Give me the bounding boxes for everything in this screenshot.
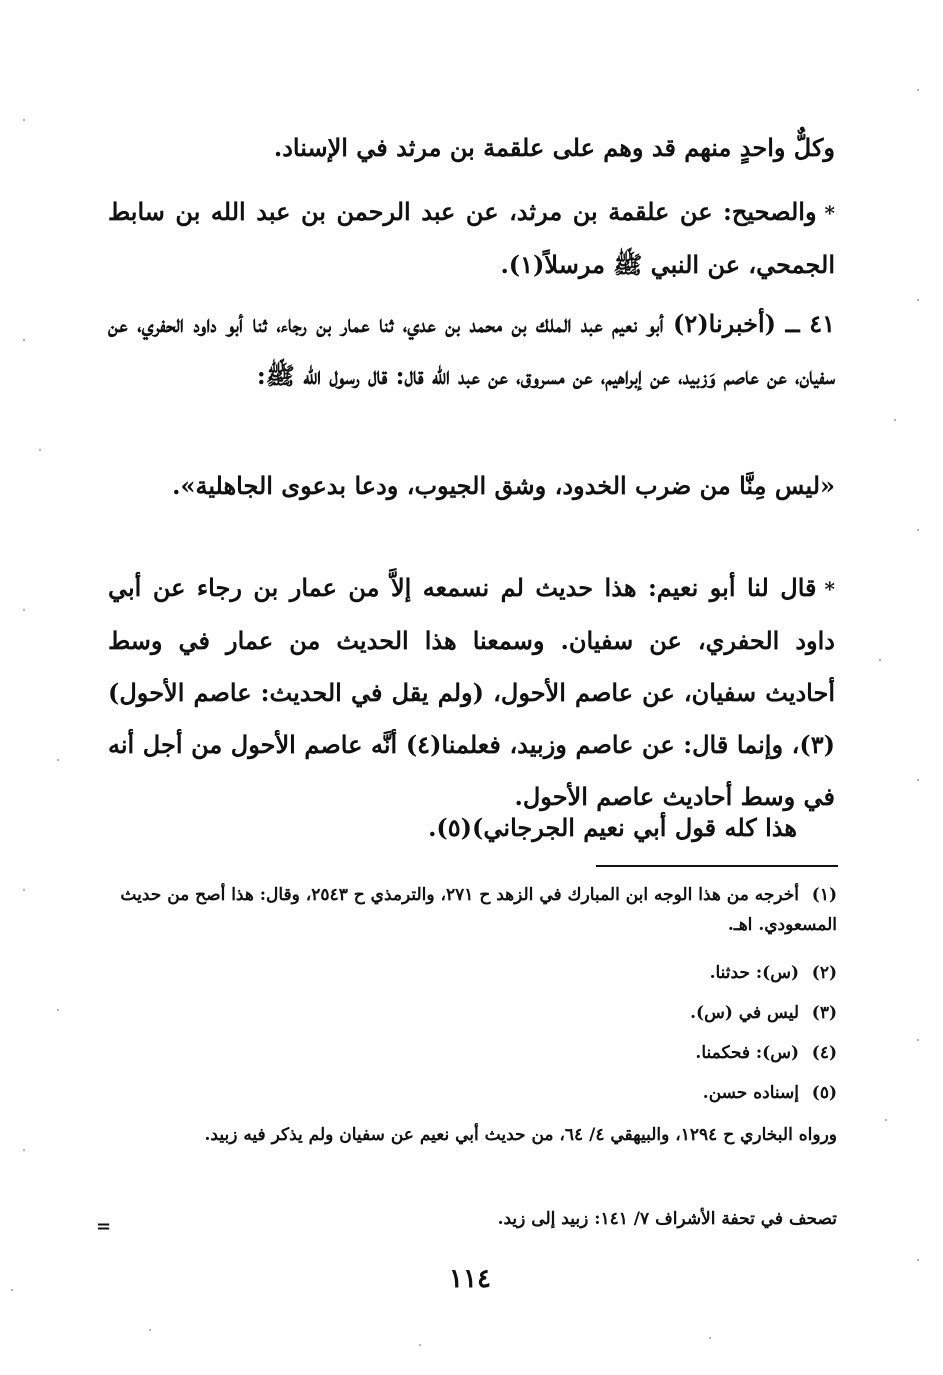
paragraph-closing: هذا كله قول أبي نعيم الجرجاني)(٥). [428, 813, 797, 842]
paragraph-abu-nuaym [108, 562, 835, 823]
footnote-separator [596, 865, 838, 867]
footnote-number: (٢) [811, 963, 837, 983]
paragraph-sahih [108, 186, 835, 291]
footnote-1 [107, 880, 837, 940]
footnote-number: (٣) [811, 1003, 837, 1023]
footnote-text: إسناده حسن. [702, 1083, 799, 1103]
paragraph-abu-nuaym-text: قال لنا أبو نعيم: هذا حديث لم نسمعه إلاَّ من عمار بن رجاء عن أبي داود الحفري، عن سفيان. وسمعنا هذا الحديث من عمار في وسط أحاديث سفيان، عن عاصم الأحول، (ولم يقل في الحديث: عاصم الأحول)(٣)، وإنما قال: عن عاصم وزبيد، فعلمنا(٤) أنَّه عاصم الأحول من أجل أنه في وسط أحاديث عاصم الأحول. [108, 573, 835, 811]
footnote-3 [107, 998, 837, 1028]
footnotes [107, 880, 837, 1229]
footnote-text: ليس في (س). [690, 1003, 799, 1023]
footnote-5 [107, 1078, 837, 1108]
bullet-star: * [824, 577, 835, 601]
paragraph-hadith-matn: «ليس مِنَّا من ضرب الخدود، وشق الجيوب، ودعا بدعوى الجاهلية». [172, 471, 835, 500]
continuation-mark: = [96, 1216, 112, 1237]
footnote-number: (٤) [811, 1043, 837, 1063]
paragraph-sahih-text: والصحيح: عن علقمة بن مرثد، عن عبد الرحمن بن عبد الله بن سابط الجمحي، عن النبي ﷺ مرسلاً(١). [108, 197, 835, 279]
bullet-star: * [824, 201, 835, 225]
footnote-number: (٥) [811, 1083, 837, 1103]
footnote-text: (س): حدثنا. [709, 963, 799, 983]
page-number: ١١٤ [449, 1264, 491, 1294]
footnote-text: أخرجه من هذا الوجه ابن المبارك في الزهد ح ٢٧١، والترمذي ح ٢٥٤٣، وقال: هذا أصح من حديث المسعودي. اهـ. [120, 885, 837, 935]
footnote-2 [107, 958, 837, 988]
paragraph-hadith-41-isnad: ٤١ ــ (أخبرنا(٢) أبو نعيم عبد الملك بن محمد بن عدي، ثنا عمار بن رجاء، ثنا أبو داود الحفري، عن سفيان، عن عاصم وَزبيد، عن إبراهيم، عن مسروق، عن عبد الله قال: قال رسول الله ﷺ: [108, 309, 836, 390]
paragraph-intro: وكلٌّ واحدٍ منهم قد وهم على علقمة بن مرثد في الإسناد. [273, 133, 835, 162]
main-text [108, 122, 835, 862]
footnote-4 [107, 1038, 837, 1068]
footnote-number: (١) [811, 885, 837, 905]
footnote-5-continuation-2: تصحف في تحفة الأشراف ٧/ ١٤١: زبيد إلى زيد. [497, 1209, 837, 1229]
footnote-text: (س): فحكمنا. [695, 1043, 799, 1063]
footnote-5-continuation-1: ورواه البخاري ح ١٢٩٤، والبيهقي ٤/ ٦٤، من حديث أبي نعيم عن سفيان ولم يذكر فيه زبيد. [204, 1125, 837, 1145]
